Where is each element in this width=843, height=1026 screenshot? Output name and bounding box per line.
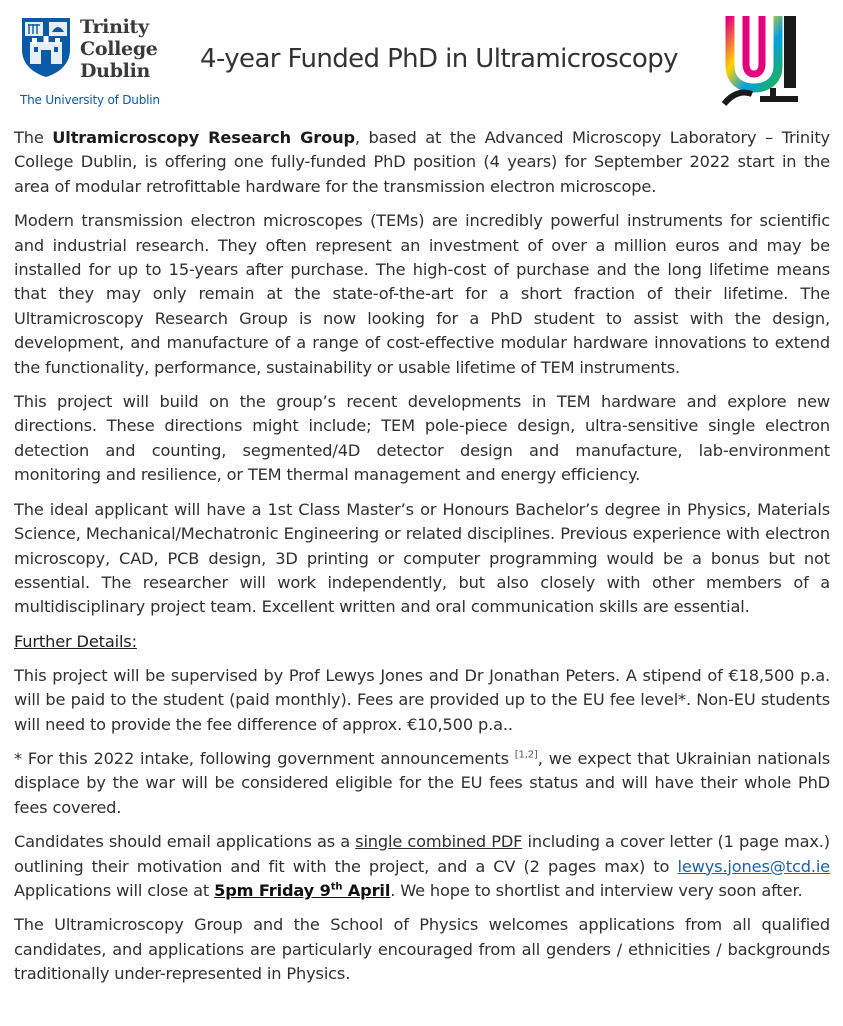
- document-header: [0, 0, 843, 122]
- tcd-subtitle: The University of Dublin: [20, 93, 160, 107]
- application-text-1: Candidates should email applications as a: [14, 832, 356, 852]
- single-pdf-phrase: single combined PDF: [355, 832, 523, 852]
- deadline-date: 5pm Friday 9: [214, 880, 331, 900]
- page-title: 4-year Funded PhD in Ultramicroscopy: [200, 44, 678, 74]
- tcd-name-line2: College: [80, 38, 158, 60]
- tcd-logo: [18, 14, 168, 110]
- ukraine-note-end: , we expect that Ukrainian nationals displace by the war will be considered eligible for the EU fees status and will have their whole PhD fees covered.: [14, 748, 830, 817]
- tcd-shield-icon: [20, 16, 72, 78]
- group-name: Ultramicroscopy Research Group: [52, 128, 355, 147]
- applicant-paragraph: The ideal applicant will have a 1st Class Master’s or Honours Bachelor’s degree in Physics, Materials Science, Mechanical/Mechatronic Engineering or related disciplines. Previous experience with electron microscopy, CAD, PCB design, 3D printing or computer programming would be a bonus but not essential. The researcher will work independently, but also closely with other members of a multidisciplinary project team. Excellent written and oral communication skills are essential.: [14, 499, 830, 617]
- tcd-name-line3: Dublin: [80, 60, 151, 82]
- document-body: [14, 126, 830, 997]
- application-text-3: Applications will close at: [14, 880, 215, 900]
- equality-paragraph: The Ultramicroscopy Group and the School of Physics welcomes applications from all qualified candidates, and applications are particularly encouraged from all genders / ethnicities / backgrounds traditionally under-represented in Physics.: [14, 915, 830, 984]
- deadline-ordinal: th: [330, 881, 343, 893]
- intro-text-start: The: [14, 128, 53, 147]
- application-text-4: . We hope to shortlist and interview very soon after.: [390, 880, 803, 900]
- contact-email-link[interactable]: lewys.jones@tcd.ie: [677, 856, 830, 876]
- tcd-name-line1: Trinity: [80, 16, 149, 38]
- tcd-wordmark: [80, 16, 158, 82]
- application-deadline: [214, 881, 390, 900]
- ultramicroscopy-logo-icon: [722, 14, 802, 110]
- intro-text-end: , based at the Advanced Microscopy Laboratory – Trinity College Dublin, is offering one fully-funded PhD position (4 years) for September 2022 start in the area of modular retrofittable hardware for the transmission electron microscope.: [14, 128, 830, 196]
- reference-superscript[interactable]: [1,2]: [514, 749, 538, 761]
- intro-paragraph: [14, 126, 830, 199]
- deadline-month: April: [342, 880, 391, 900]
- application-text-2: including a cover letter (1 page max.) outlining their motivation and fit with the project, and a CV (2 pages max) to: [14, 832, 830, 876]
- further-details-heading: Further Details:: [14, 631, 137, 651]
- ukraine-note-paragraph: [14, 747, 830, 820]
- background-paragraph: Modern transmission electron microscopes (TEMs) are incredibly powerful instruments for scientific and industrial research. They often represent an investment of over a million euros and may be installed for up to 15-years after purchase. The high-cost of purchase and the long lifetime means that they may only remain at the state-of-the-art for a short fraction of their lifetime. The Ultramicroscopy Research Group is now looking for a PhD student to assist with the design, development, and manufacture of a range of cost-effective modular hardware innovations to extend the functionality, performance, sustainability or usable lifetime of TEM instruments.: [14, 211, 830, 377]
- application-paragraph: [14, 830, 830, 903]
- project-paragraph: This project will build on the group’s recent developments in TEM hardware and explore new directions. These directions might include; TEM pole-piece design, ultra-sensitive single electron detection and counting, segmented/4D detector design and manufacture, lab-environment monitoring and resilience, or TEM thermal management and energy efficiency.: [14, 392, 830, 485]
- ukraine-note-start: * For this 2022 intake, following government announcements: [14, 748, 515, 768]
- funding-paragraph: This project will be supervised by Prof Lewys Jones and Dr Jonathan Peters. A stipend of €18,500 p.a. will be paid to the student (paid monthly). Fees are provided up to the EU fee level*. Non-EU students will need to provide the fee difference of approx. €10,500 p.a..: [14, 665, 830, 734]
